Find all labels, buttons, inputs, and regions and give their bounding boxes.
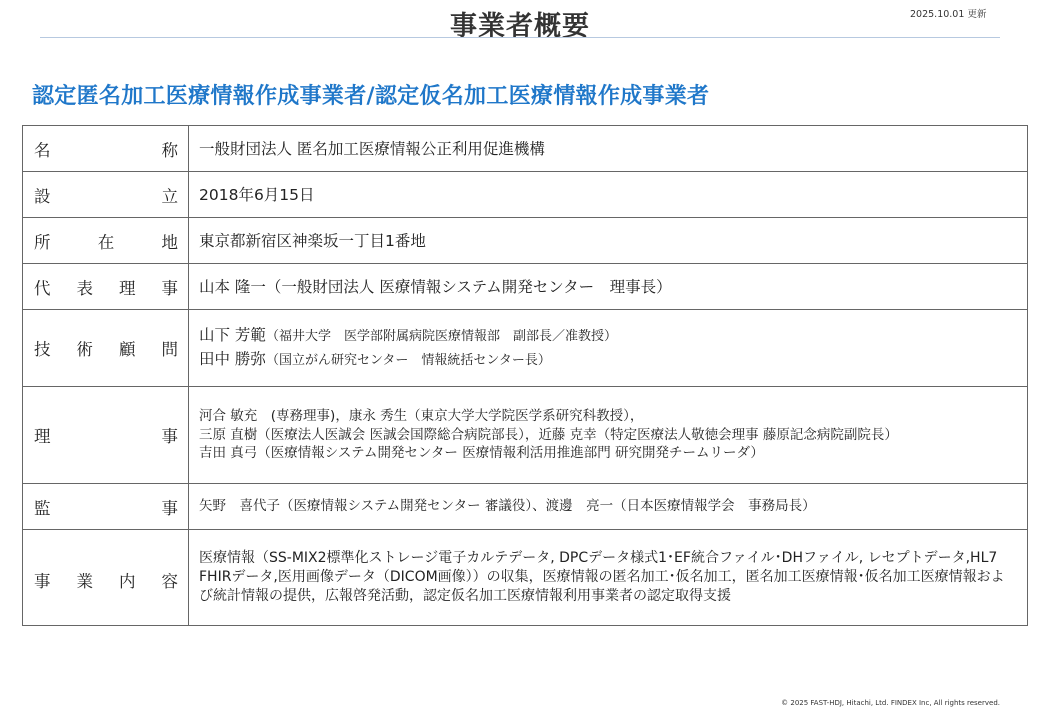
label-cell	[23, 264, 189, 310]
label-address: 所 在 地	[34, 232, 178, 252]
director-line: 吉田 真弓（医療情報システム開発センター 医療情報利活用推進部門 研究開発チームリーダ）	[199, 445, 764, 462]
value-cell	[189, 264, 1028, 310]
label-established: 設 立	[34, 186, 178, 206]
director-line: 河合 敏充 (専務理事)，康永 秀生（東京大学大学院医学系研究科教授），	[199, 408, 644, 425]
section-heading: 認定匿名加工医療情報作成事業者/認定仮名加工医療情報作成事業者	[32, 84, 710, 109]
label-cell	[23, 484, 189, 530]
label-name: 名 称	[34, 140, 178, 160]
value-business: 医療情報（SS-MIX2標準化ストレージ電子カルテデータ, DPCデータ様式1･EF統合ファイル･DHファイル, レセプトデータ,HL7 FHIRデータ,医用画像データ（DICOM画像））の収集，医療情報の匿名加工･仮名加工，匿名加工医療情報･仮名加工医療情報および統計情報の提供，広報啓発活動，認定仮名加工医療情報利用事業者の認定取得支援	[199, 550, 1005, 604]
label-advisors: 技 術 顧 問	[34, 340, 178, 359]
row-representative	[23, 264, 1028, 310]
advisor-affiliation: （福井大学 医学部附属病院医療情報部 副部長／准教授）	[265, 329, 617, 344]
value-cell	[189, 530, 1028, 626]
value-cell	[189, 218, 1028, 264]
advisor-name: 田中 勝弥	[199, 350, 266, 368]
director-line: 三原 直樹（医療法人医誠会 医誠会国際総合病院部長），近藤 克幸（特定医療法人敬徳会理事 藤原記念病院副院長）	[199, 426, 898, 443]
value-cell	[189, 126, 1028, 172]
update-date: 2025.10.01	[910, 9, 965, 20]
label-cell	[23, 172, 189, 218]
update-note	[910, 6, 986, 20]
row-directors	[23, 387, 1028, 484]
advisor-line	[199, 324, 1017, 348]
advisor-affiliation: （国立がん研究センター 情報統括センター長）	[265, 353, 551, 368]
row-business	[23, 530, 1028, 626]
value-auditors: 矢野 喜代子（医療情報システム開発センター 審議役）、渡邊 亮一（日本医療情報学会 事務局長）	[199, 498, 816, 515]
value-cell	[189, 387, 1028, 484]
label-cell	[23, 126, 189, 172]
value-cell	[189, 310, 1028, 387]
label-auditors: 監 事	[34, 498, 178, 518]
label-cell	[23, 387, 189, 484]
row-advisors	[23, 310, 1028, 387]
title-divider	[40, 37, 1000, 38]
advisor-name: 山下 芳範	[199, 326, 266, 344]
label-cell	[23, 530, 189, 626]
label-business: 事 業 内 容	[34, 572, 178, 591]
overview-table	[22, 125, 1028, 626]
advisor-line	[199, 348, 1017, 372]
value-established: 2018年6月15日	[199, 185, 315, 204]
label-cell	[23, 310, 189, 387]
value-name: 一般財団法人 匿名加工医療情報公正利用促進機構	[199, 139, 545, 158]
value-cell	[189, 484, 1028, 530]
copyright-footer: © 2025 FAST-HDJ, Hitachi, Ltd. FINDEX Inc, All rights reserved.	[781, 699, 1000, 707]
value-cell	[189, 172, 1028, 218]
value-representative: 山本 隆一（一般財団法人 医療情報システム開発センター 理事長）	[199, 277, 672, 296]
label-representative: 代 表 理 事	[34, 278, 178, 298]
label-directors: 理 事	[34, 427, 178, 446]
row-name	[23, 126, 1028, 172]
label-cell	[23, 218, 189, 264]
row-established	[23, 172, 1028, 218]
update-label: 更新	[967, 9, 987, 20]
row-auditors	[23, 484, 1028, 530]
row-address	[23, 218, 1028, 264]
page-title: 事業者概要	[450, 11, 590, 42]
value-address: 東京都新宿区神楽坂一丁目1番地	[199, 231, 426, 250]
